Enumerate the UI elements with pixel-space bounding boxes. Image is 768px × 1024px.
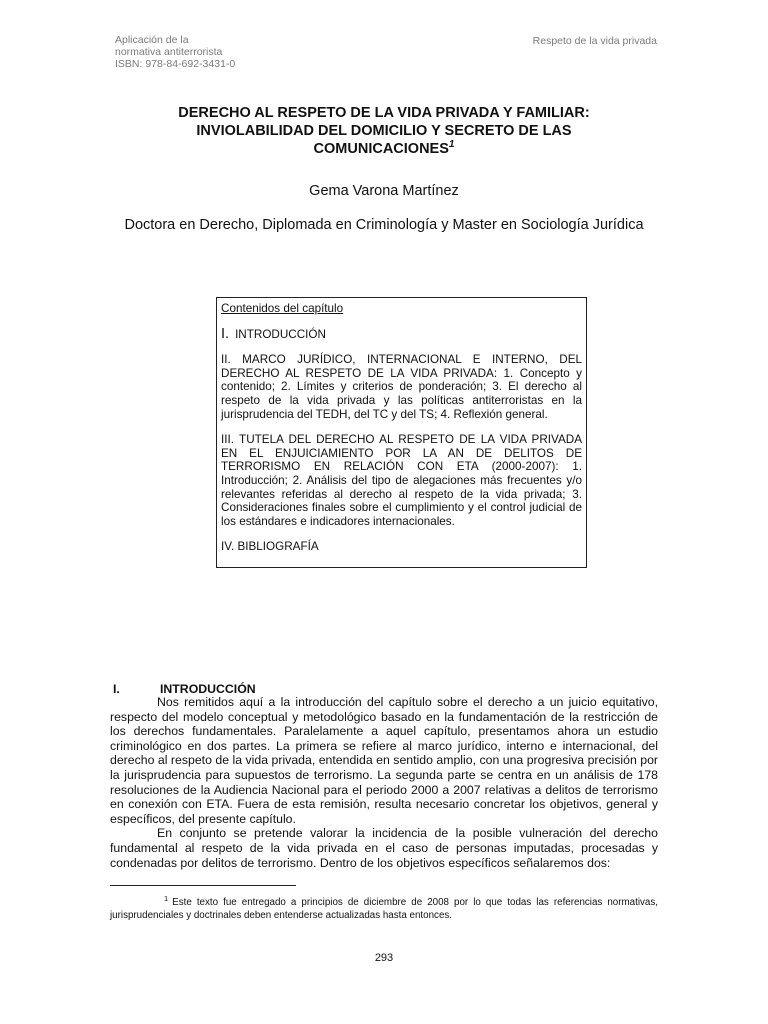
chapter-title-line: DERECHO AL RESPETO DE LA VIDA PRIVADA Y FAMILIAR: xyxy=(178,105,590,121)
running-header-line: normativa antiterrorista xyxy=(115,46,223,58)
chapter-contents-box xyxy=(216,297,587,568)
contents-entry: II. MARCO JURÍDICO, INTERNACIONAL E INTERNO, DEL DERECHO AL RESPETO DE LA VIDA PRIVADA: 1. Concepto y contenido; 2. Límites y criterios de ponderación; 3. El derecho al respeto de la vida privada y las políticas antiterroristas en la jurisprudencia del TEDH, del TC y del TS; 4. Reflexión general. xyxy=(221,353,582,421)
section-number: I. xyxy=(113,682,120,696)
running-header-left xyxy=(115,34,315,70)
page-number: 293 xyxy=(374,952,394,964)
running-header-line: ISBN: 978-84-692-3431-0 xyxy=(115,58,236,70)
footnote-mark: 1 xyxy=(164,894,169,903)
contents-entry-text: INTRODUCCIÓN xyxy=(235,327,326,341)
running-header-line: Aplicación de la xyxy=(115,34,189,46)
chapter-title-line: COMUNICACIONES xyxy=(313,141,449,157)
footnote-body xyxy=(110,896,658,922)
running-header-right: Respeto de la vida privada xyxy=(532,35,657,47)
section-heading xyxy=(113,682,256,696)
footnote xyxy=(110,896,658,922)
footnote-separator xyxy=(110,885,296,886)
footnote-reference[interactable]: 1 xyxy=(448,139,455,150)
footnote-text: Este texto fue entregado a principios de diciembre de 2008 por lo que todas las referencias normativas, jurisprudenciales y doctrinales deben entenderse actualizadas hasta entonces. xyxy=(110,897,658,921)
chapter-title xyxy=(110,104,658,158)
contents-entry-number: I. xyxy=(221,325,230,342)
contents-entry xyxy=(221,325,582,342)
author-affiliation: Doctora en Derecho, Diplomada en Criminología y Master en Sociología Jurídica xyxy=(124,217,644,233)
section-title: INTRODUCCIÓN xyxy=(160,682,256,696)
paragraph: En conjunto se pretende valorar la incidencia de la posible vulneración del derecho fundamental al respeto de la vida privada en el caso de personas imputadas, procesadas y condenadas por delitos de terrorismo. Dentro de los objetivos específicos señalaremos dos: xyxy=(110,826,658,870)
body-text xyxy=(110,695,658,870)
author-name: Gema Varona Martínez xyxy=(309,183,459,199)
chapter-title-line: INVIOLABILIDAD DEL DOMICILIO Y SECRETO DE LAS xyxy=(196,123,572,139)
contents-entry: III. TUTELA DEL DERECHO AL RESPETO DE LA VIDA PRIVADA EN EL ENJUICIAMIENTO POR LA AN DE DELITOS DE TERRORISMO EN RELACIÓN CON ETA (2000-2007): 1. Introducción; 2. Análisis del tipo de alegaciones más frecuentes y/o relevantes referidas al derecho al respeto de la vida privada; 3. Consideraciones finales sobre el cumplimiento y el control judicial de los estándares e indicadores internacionales. xyxy=(221,433,582,528)
contents-entry: IV. BIBLIOGRAFÍA xyxy=(221,540,319,554)
chapter-title-line-last xyxy=(110,140,658,158)
contents-heading: Contenidos del capítulo xyxy=(221,302,344,315)
paragraph: Nos remitidos aquí a la introducción del capítulo sobre el derecho a un juicio equitativo, respecto del modelo conceptual y metodológico basado en la fundamentación de la restricción de los derechos fundamentales. Paralelamente a aquel capítulo, presentamos ahora un estudio criminológico en dos partes. La primera se refiere al marco jurídico, interno e internacional, del derecho al respeto de la vida privada, entendida en sentido amplio, con una progresiva precisión por la jurisprudencia para supuestos de terrorismo. La segunda parte se centra en un análisis de 178 resoluciones de la Audiencia Nacional para el periodo 2000 a 2007 relativas a delitos de terrorismo en conexión con ETA. Fuera de esta remisión, resulta necesario concretar los objetivos, general y específicos, del presente capítulo. xyxy=(110,695,658,826)
